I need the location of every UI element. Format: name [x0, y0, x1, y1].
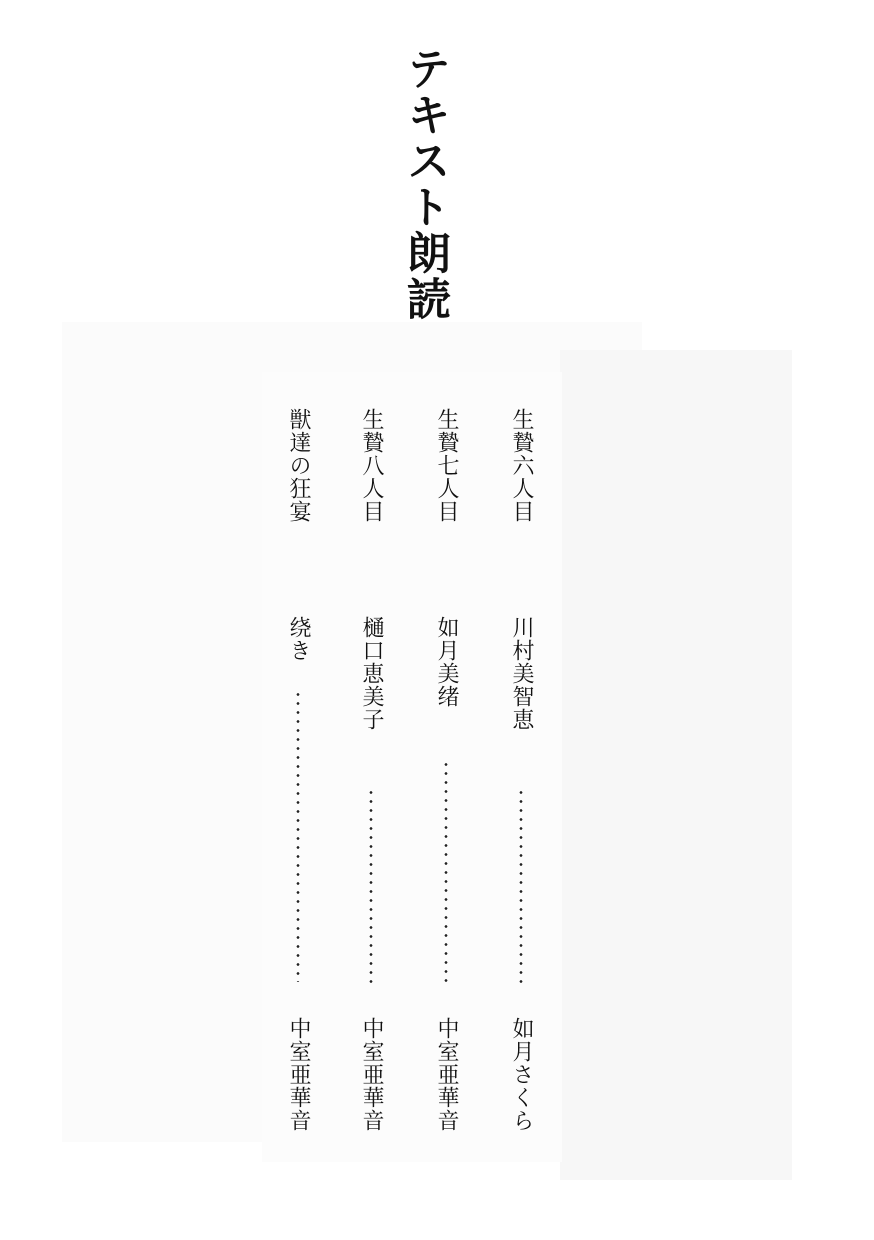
entry-title: 生贄七人目 [434, 408, 459, 523]
page-title: テキスト朗読 [399, 46, 450, 322]
entry-author: 樋口恵美子 [359, 616, 384, 731]
entry-reader: 中室亜華音 [286, 1017, 311, 1132]
entry-reader: 中室亜華音 [359, 1017, 384, 1132]
entry-author: 川村美智恵 [509, 616, 534, 731]
entry-author: 绕き [286, 616, 311, 662]
entry-title: 生贄六人目 [509, 408, 534, 523]
entry-author: 如月美绪 [434, 616, 459, 708]
dot-leader [296, 690, 300, 982]
dot-leader [444, 760, 448, 988]
entry-title: 生贄八人目 [359, 408, 384, 523]
paper-shadow [560, 350, 792, 1180]
dot-leader [369, 788, 373, 988]
entry-reader: 如月さくら [509, 1017, 534, 1132]
dot-leader [519, 788, 523, 988]
entry-reader: 中室亜華音 [434, 1017, 459, 1132]
entry-title: 獣達の狂宴 [286, 408, 311, 523]
